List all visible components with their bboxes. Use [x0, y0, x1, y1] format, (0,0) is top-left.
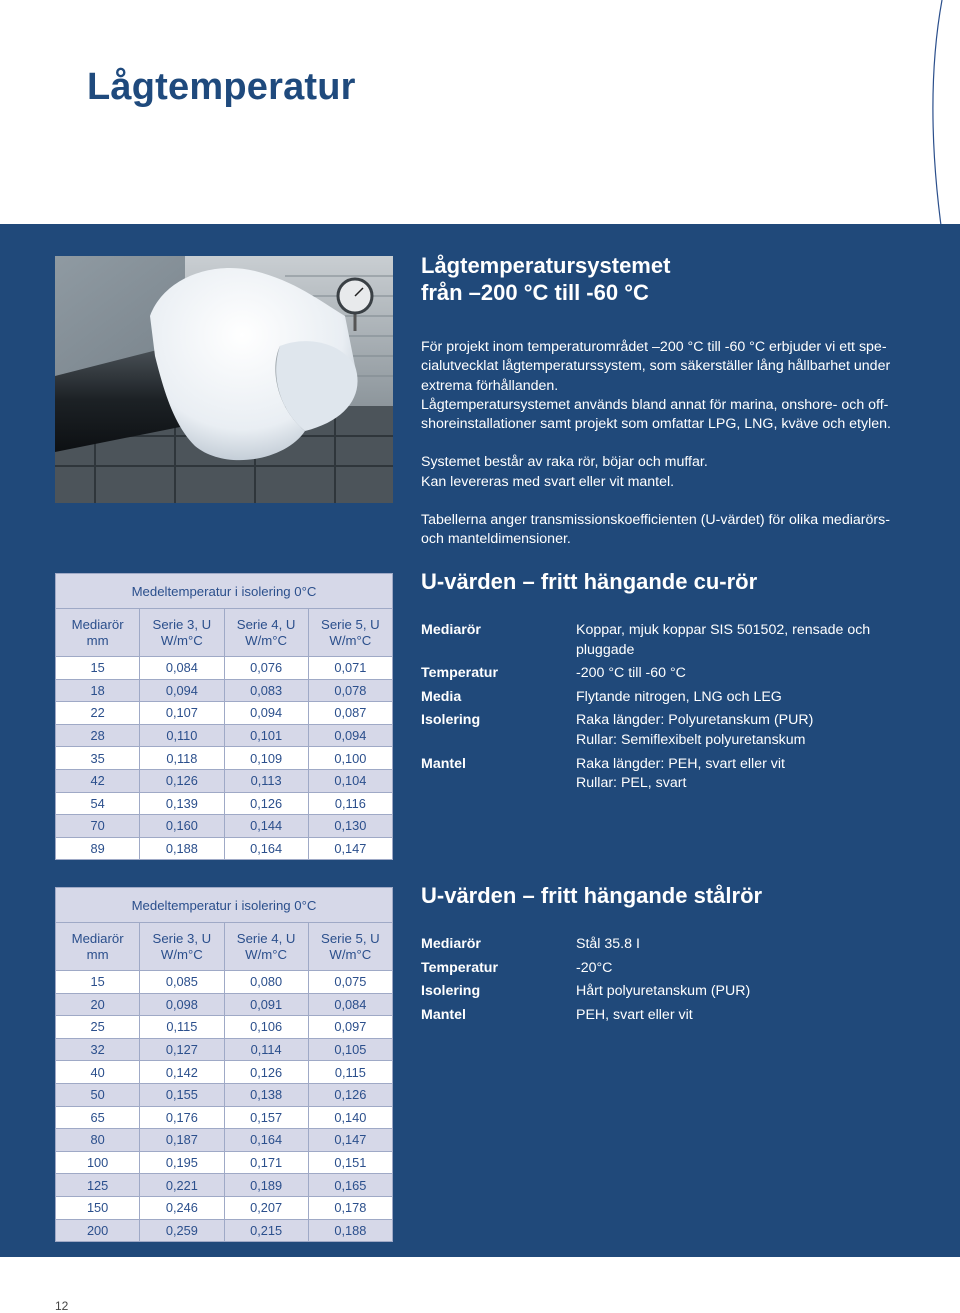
- table-row: [56, 747, 393, 770]
- intro-heading: [421, 252, 916, 306]
- table-cell: 20: [56, 993, 140, 1016]
- spec-value-line: Raka längder: Polyuretanskum (PUR): [576, 712, 814, 729]
- table-cell: 15: [56, 971, 140, 994]
- table-cell: 0,147: [308, 1129, 392, 1152]
- table-row: [56, 1196, 393, 1219]
- spec-value: [576, 755, 921, 794]
- text-line: Lågtemperatursystemet används bland annat för marina, onshore- och off-: [421, 396, 889, 413]
- intro-paragraph-2: [421, 453, 916, 492]
- table-row: [56, 993, 393, 1016]
- spec-value-line: Rullar: Semiflexibelt polyuretanskum: [576, 731, 806, 748]
- table-cell: 0,101: [224, 724, 308, 747]
- spec-row: [421, 982, 921, 1002]
- spec-value-line: Stål 35.8 I: [576, 936, 640, 952]
- table-cell: 0,105: [308, 1038, 392, 1061]
- table-cell: 80: [56, 1129, 140, 1152]
- table-row: [56, 769, 393, 792]
- table-row: [56, 1016, 393, 1039]
- table-cell: 0,207: [224, 1196, 308, 1219]
- spec-label: Temperatur: [421, 959, 498, 976]
- table-cell: 0,187: [140, 1129, 224, 1152]
- table-row: [56, 1219, 393, 1242]
- table-cell: 0,155: [140, 1083, 224, 1106]
- table-cell: 0,094: [308, 724, 392, 747]
- text-line: För projekt inom temperaturområdet –200 °C till -60 °C erbjuder vi ett spe-: [421, 339, 887, 355]
- table-cell: 0,138: [224, 1083, 308, 1106]
- table-cell: 25: [56, 1016, 140, 1039]
- spec-row: [421, 664, 921, 684]
- spec-value-line: -200 °C till -60 °C: [576, 665, 686, 682]
- spec-label: Mantel: [421, 1006, 466, 1023]
- table-cell: 0,115: [308, 1061, 392, 1084]
- spec-value-line: Hårt polyuretanskum (PUR): [576, 983, 751, 1000]
- spec-value: [576, 664, 921, 684]
- spec-value-line: Raka längder: PEH, svart eller vit: [576, 755, 785, 772]
- table-cell: 0,091: [224, 993, 308, 1016]
- table-cell: 0,171: [224, 1151, 308, 1174]
- spec-row: [421, 959, 921, 979]
- table-cell: 0,246: [140, 1196, 224, 1219]
- insulated-pipe-photo: [55, 256, 393, 503]
- table-cell: 0,126: [140, 769, 224, 792]
- table-row: [56, 1129, 393, 1152]
- spec-label: Mantel: [421, 755, 466, 772]
- table-cell: 0,113: [224, 769, 308, 792]
- table-cell: 0,147: [308, 837, 392, 860]
- spec-label: Mediarör: [421, 622, 481, 638]
- text-line: cialutvecklat lågtemperaturssystem, som säkerställer lång hållbarhet under: [421, 358, 891, 375]
- spec-row: [421, 711, 921, 750]
- table-cell: 0,142: [140, 1061, 224, 1084]
- table-cell: 0,176: [140, 1106, 224, 1129]
- spec-heading: U-värden – fritt hängande cu-rör: [421, 569, 758, 594]
- table-cell: 0,085: [140, 971, 224, 994]
- spec-value-line: -20°C: [576, 959, 613, 976]
- table-cell: 0,195: [140, 1151, 224, 1174]
- table-row: [56, 792, 393, 815]
- table-cell: 0,106: [224, 1016, 308, 1039]
- table-cell: 125: [56, 1174, 140, 1197]
- text-line: shoreinstallationer samt projekt som omfattar LPG, LNG, kväve och etylen.: [421, 416, 891, 433]
- table-cell: 0,126: [308, 1083, 392, 1106]
- intro-paragraph-1: [421, 338, 916, 434]
- table-cell: 0,165: [308, 1174, 392, 1197]
- table-cell: 70: [56, 815, 140, 838]
- text-line: och manteldimensioner.: [421, 531, 571, 548]
- text-line: Kan levereras med svart eller vit mantel.: [421, 473, 675, 490]
- spec-value: [576, 935, 921, 955]
- table-cell: 0,151: [308, 1151, 392, 1174]
- table-caption: Medeltemperatur i isolering 0°C: [56, 888, 393, 923]
- spec-row: [421, 688, 921, 708]
- table-cell: 0,110: [140, 724, 224, 747]
- table-body: [56, 657, 393, 860]
- spec-label: Temperatur: [421, 665, 498, 682]
- spec-heading: U-värden – fritt hängande stålrör: [421, 883, 763, 908]
- table-cell: 0,130: [308, 815, 392, 838]
- table-cell: 40: [56, 1061, 140, 1084]
- spec-row: [421, 621, 921, 660]
- column-header: Mediarör mm: [56, 923, 140, 971]
- table-cell: 0,097: [308, 1016, 392, 1039]
- text-line: Tabellerna anger transmissionskoefficienten (U-värdet) för olika mediarörs-: [421, 512, 890, 529]
- table-cell: 15: [56, 657, 140, 680]
- table-cell: 35: [56, 747, 140, 770]
- table-cell: 0,115: [140, 1016, 224, 1039]
- column-header: Mediarör mm: [56, 609, 140, 657]
- column-header: Serie 5, U W/m°C: [308, 609, 392, 657]
- column-header: Serie 4, U W/m°C: [224, 609, 308, 657]
- intro-heading-line-2: från –200 °C till -60 °C: [421, 280, 649, 305]
- table-row: [56, 1038, 393, 1061]
- spec-label: Media: [421, 688, 462, 705]
- table-cell: 200: [56, 1219, 140, 1242]
- spec-rows: [421, 935, 921, 1025]
- table-cell: 32: [56, 1038, 140, 1061]
- table-row: [56, 837, 393, 860]
- table-cell: 18: [56, 679, 140, 702]
- table-row: [56, 971, 393, 994]
- table-cell: 0,127: [140, 1038, 224, 1061]
- column-header: Serie 3, U W/m°C: [140, 923, 224, 971]
- table-cell: 0,160: [140, 815, 224, 838]
- text-line: extrema förhållanden.: [421, 377, 559, 394]
- table-cell: 0,126: [224, 792, 308, 815]
- table-cell: 0,221: [140, 1174, 224, 1197]
- table-cell: 0,100: [308, 747, 392, 770]
- table-row: [56, 724, 393, 747]
- spec-rows: [421, 621, 921, 794]
- page-title: Lågtemperatur: [87, 66, 356, 108]
- table-cell: 0,140: [308, 1106, 392, 1129]
- table-cell: 0,084: [308, 993, 392, 1016]
- text-line: Systemet består av raka rör, böjar och muffar.: [421, 454, 708, 471]
- table-row: [56, 679, 393, 702]
- spec-row: [421, 1006, 921, 1026]
- table-cell: 0,087: [308, 702, 392, 725]
- table-cell: 28: [56, 724, 140, 747]
- u-value-table-copper: [55, 573, 393, 860]
- table-cell: 0,109: [224, 747, 308, 770]
- table-row: [56, 1083, 393, 1106]
- table-cell: 0,080: [224, 971, 308, 994]
- spec-value: [576, 621, 921, 660]
- table-cell: 42: [56, 769, 140, 792]
- column-header: Serie 4, U W/m°C: [224, 923, 308, 971]
- spec-row: [421, 755, 921, 794]
- table-row: [56, 1106, 393, 1129]
- spec-value: [576, 688, 921, 708]
- spec-value: [576, 1006, 921, 1026]
- table-cell: 0,157: [224, 1106, 308, 1129]
- spec-copper: [421, 568, 921, 794]
- spec-value-line: pluggade: [576, 641, 635, 658]
- column-header: Serie 5, U W/m°C: [308, 923, 392, 971]
- table-row: [56, 1174, 393, 1197]
- table-cell: 0,104: [308, 769, 392, 792]
- table-cell: 0,188: [140, 837, 224, 860]
- spec-value: [576, 982, 921, 1002]
- table-body: [56, 971, 393, 1242]
- table-cell: 150: [56, 1196, 140, 1219]
- u-value-table-steel: [55, 887, 393, 1242]
- table-cell: 54: [56, 792, 140, 815]
- table-row: [56, 657, 393, 680]
- column-header: Serie 3, U W/m°C: [140, 609, 224, 657]
- intro-heading-line-1: Lågtemperatursystemet: [421, 253, 671, 278]
- table-cell: 0,126: [224, 1061, 308, 1084]
- table-cell: 0,164: [224, 1129, 308, 1152]
- spec-value-line: PEH, svart eller vit: [576, 1006, 693, 1023]
- intro-paragraph-3: [421, 511, 916, 550]
- table-cell: 0,144: [224, 815, 308, 838]
- table-cell: 100: [56, 1151, 140, 1174]
- table-cell: 0,139: [140, 792, 224, 815]
- table-cell: 0,118: [140, 747, 224, 770]
- table-cell: 0,098: [140, 993, 224, 1016]
- table-cell: 50: [56, 1083, 140, 1106]
- spec-row: [421, 935, 921, 955]
- intro-section: [421, 252, 916, 550]
- table-row: [56, 1061, 393, 1084]
- table-cell: 0,094: [140, 679, 224, 702]
- table-cell: 0,188: [308, 1219, 392, 1242]
- spec-value: [576, 711, 921, 750]
- table-row: [56, 815, 393, 838]
- spec-label: Isolering: [421, 983, 481, 1000]
- table-cell: 0,075: [308, 971, 392, 994]
- table-cell: 0,084: [140, 657, 224, 680]
- table-cell: 0,094: [224, 702, 308, 725]
- table-row: [56, 1151, 393, 1174]
- spec-label: Mediarör: [421, 936, 481, 952]
- table-cell: 0,164: [224, 837, 308, 860]
- spec-value-line: Koppar, mjuk koppar SIS 501502, rensade och: [576, 622, 871, 638]
- table-caption: Medeltemperatur i isolering 0°C: [56, 574, 393, 609]
- spec-label: Isolering: [421, 712, 481, 729]
- table-cell: 89: [56, 837, 140, 860]
- table-cell: 0,078: [308, 679, 392, 702]
- table-cell: 0,114: [224, 1038, 308, 1061]
- table-cell: 0,189: [224, 1174, 308, 1197]
- table-cell: 0,107: [140, 702, 224, 725]
- spec-value-line: Rullar: PEL, svart: [576, 775, 687, 792]
- spec-steel: [421, 882, 921, 1025]
- spec-value-line: Flytande nitrogen, LNG och LEG: [576, 688, 782, 705]
- table-cell: 0,116: [308, 792, 392, 815]
- table-cell: 65: [56, 1106, 140, 1129]
- page-number: 12: [55, 1299, 69, 1313]
- table-cell: 22: [56, 702, 140, 725]
- table-cell: 0,178: [308, 1196, 392, 1219]
- table-cell: 0,215: [224, 1219, 308, 1242]
- spec-value: [576, 959, 921, 979]
- table-cell: 0,071: [308, 657, 392, 680]
- table-cell: 0,083: [224, 679, 308, 702]
- table-cell: 0,076: [224, 657, 308, 680]
- table-cell: 0,259: [140, 1219, 224, 1242]
- table-row: [56, 702, 393, 725]
